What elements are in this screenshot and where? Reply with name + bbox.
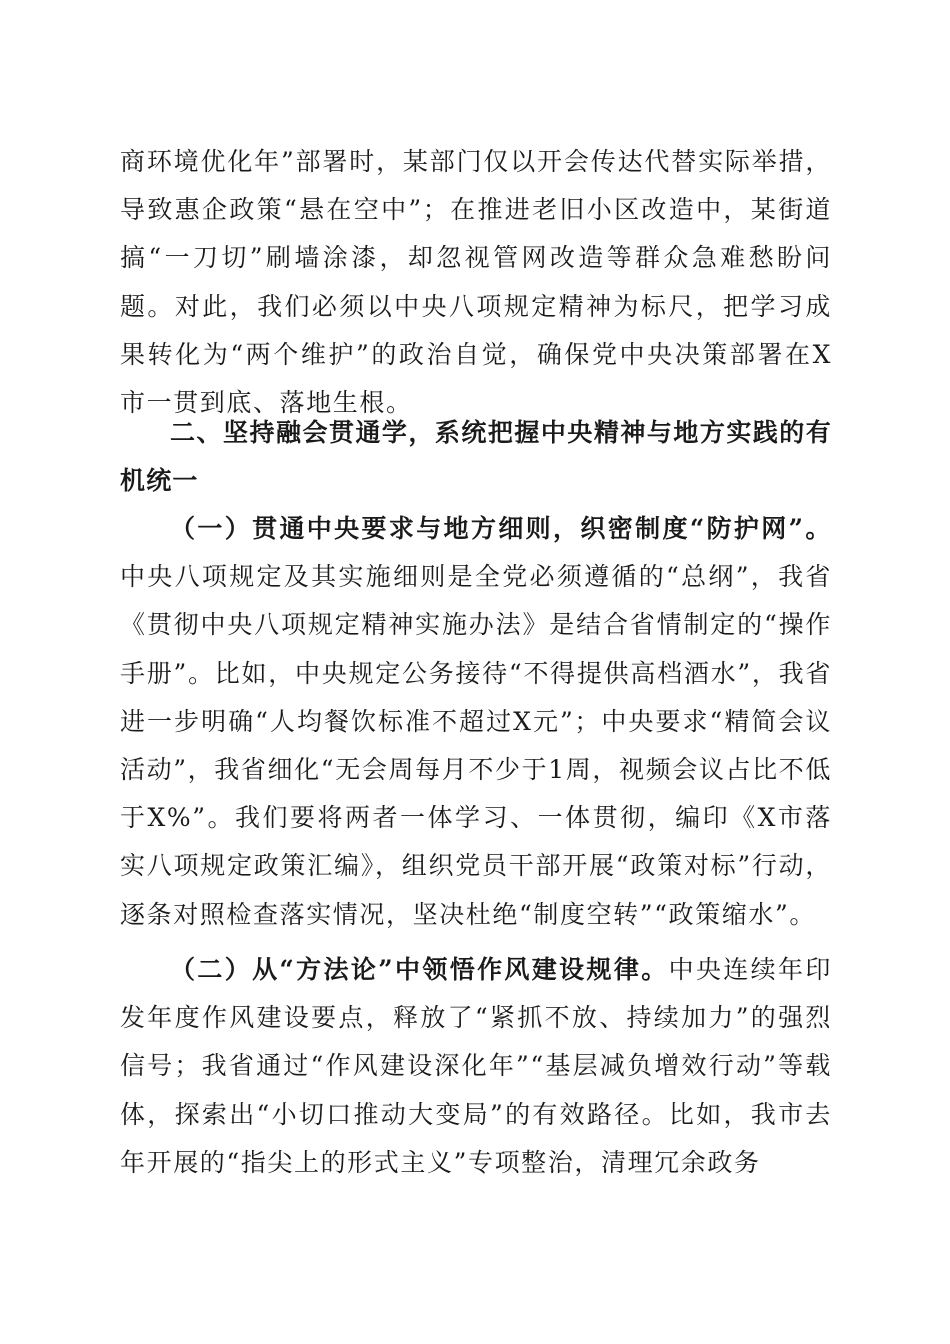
subsection-2-paragraph	[120, 946, 832, 1187]
section-heading: 二、坚持融会贯通学，系统把握中央精神与地方实践的有机统一	[120, 418, 832, 496]
subsection-1-lead: （一）贯通中央要求与地方细则，织密制度“防护网”。	[170, 514, 832, 543]
paragraph-continuation: 商环境优化年”部署时，某部门仅以开会传达代替实际举措，导致惠企政策“悬在空中”；在推进老旧小区改造中，某街道搞“一刀切”刷墙涂漆，却忽视管网改造等群众急难愁盼问题。对此，我们必须以中央八项规定精神为标尺，把学习成果转化为“两个维护”的政治自觉，确保党中央决策部署在X市一贯到底、落地生根。	[120, 147, 832, 418]
subsection-1-body: 中央八项规定及其实施细则是全党必须遵循的“总纲”，我省《贯彻中央八项规定精神实施办法》是结合省情制定的“操作手册”。比如，中央规定公务接待“不得提供高档酒水”，我省进一步明确“人均餐饮标准不超过X元”；中央要求“精简会议活动”，我省细化“无会周每月不少于1周，视频会议占比不低于X%”。我们要将两者一体学习、一体贯彻，编印《X市落实八项规定政策汇编》，组织党员干部开展“政策对标”行动，逐条对照检查落实情况，坚决杜绝“制度空转”“政策缩水”。	[120, 562, 832, 929]
subsection-2-lead: （二）从“方法论”中领悟作风建设规律。	[170, 955, 669, 984]
subsection-1-paragraph	[120, 505, 832, 939]
subsection-2-body: 中央连续年印发年度作风建设要点，释放了“紧抓不放、持续加力”的强烈信号；我省通过“作风建设深化年”“基层减负增效行动”等载体，探索出“小切口推动大变局”的有效路径。比如，我市去年开展的“指尖上的形式主义”专项整治，清理冗余政务	[120, 955, 832, 1177]
